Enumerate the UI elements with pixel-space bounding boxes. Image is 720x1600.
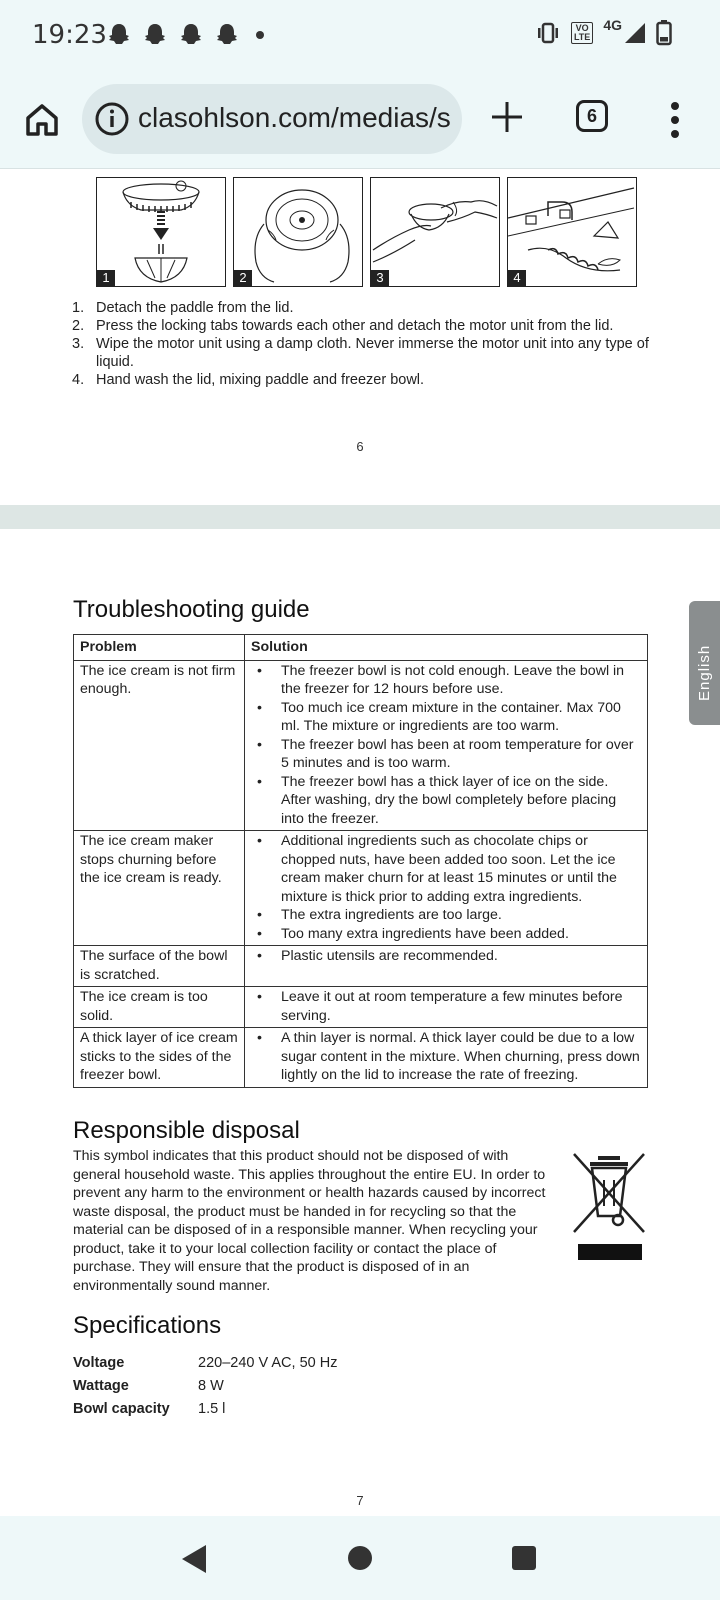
figure-hand-wash	[507, 177, 637, 287]
table-row	[74, 946, 648, 987]
specifications-list	[73, 1352, 337, 1421]
spec-row: Voltage 220–240 V AC, 50 Hz	[73, 1355, 338, 1371]
troubleshooting-table	[73, 634, 648, 1088]
column-header: Problem	[74, 635, 245, 661]
snapchat-icon	[106, 22, 132, 48]
status-icons	[535, 17, 672, 46]
problem-cell: The ice cream is too solid.	[74, 987, 245, 1028]
language-tab: English	[689, 601, 720, 725]
solution-cell	[245, 987, 648, 1028]
figure-detach-motor	[233, 177, 363, 287]
problem-cell: The ice cream maker stops churning before the ice cream is ready.	[74, 831, 245, 946]
list-item: • A thin layer is normal. A thick layer could be due to a low sugar content in the mixture. When churning, press down lightly on the lid to increase the rate of freezing.	[251, 1029, 641, 1085]
figure-number: 3	[371, 270, 389, 286]
more-options-icon[interactable]	[670, 100, 680, 140]
snapchat-icon	[142, 22, 168, 48]
status-time: 19:23	[32, 20, 107, 50]
table-header-row	[74, 635, 648, 661]
crossed-out-wheelie-bin-icon	[570, 1150, 648, 1265]
snapchat-icon	[178, 22, 204, 48]
table-row	[74, 660, 648, 831]
problem-cell: A thick layer of ice cream sticks to the sides of the freezer bowl.	[74, 1028, 245, 1088]
figure-detach-paddle	[96, 177, 226, 287]
solution-cell	[245, 1028, 648, 1088]
list-item: • Too many extra ingredients have been added.	[251, 925, 641, 944]
cleaning-figures	[96, 177, 637, 287]
disposal-text: This symbol indicates that this product should not be disposed of with general household waste. This applies throughout the entire EU. In order to prevent any harm to the environment or health hazards caused by incorrect waste disposal, the product must be handed in for recycling so that the material can be disposed of in a responsible manner. When recycling your product, take it to your local collection facility or contact the place of purchase. They will ensure that the product is disposed of in an environmentally sound manner.	[73, 1148, 546, 1294]
page-number: 6	[356, 439, 364, 454]
home-button-icon[interactable]	[348, 1546, 372, 1570]
specifications-heading: Specifications	[73, 1312, 222, 1339]
solution-cell	[245, 660, 648, 831]
info-icon[interactable]	[94, 101, 130, 137]
battery-icon	[656, 20, 672, 46]
list-item: • The extra ingredients are too large.	[251, 906, 641, 925]
figure-number: 1	[97, 270, 115, 286]
spec-row: Wattage 8 W	[73, 1378, 224, 1394]
solution-cell	[245, 946, 648, 987]
list-item: 2. Press the locking tabs towards each other and detach the motor unit from the lid.	[72, 318, 614, 334]
new-tab-icon[interactable]	[488, 98, 526, 136]
browser-toolbar	[0, 74, 720, 169]
volte-icon: VO LTE	[571, 22, 593, 44]
status-bar	[0, 0, 720, 74]
spec-row: Bowl capacity 1.5 l	[73, 1401, 226, 1417]
disposal-heading: Responsible disposal	[73, 1117, 300, 1144]
list-item: • The freezer bowl has a thick layer of ice on the side. After washing, dry the bowl completely before placing into the freezer.	[251, 773, 641, 829]
vibrate-icon	[535, 22, 561, 44]
notification-icons	[106, 22, 264, 48]
list-item: • The freezer bowl has been at room temperature for over 5 minutes and is too warm.	[251, 736, 641, 773]
figure-number: 4	[508, 270, 526, 286]
more-notifications-dot	[256, 31, 264, 39]
list-item: 4. Hand wash the lid, mixing paddle and freezer bowl.	[72, 372, 425, 388]
list-item: • Leave it out at room temperature a few minutes before serving.	[251, 988, 641, 1025]
list-item: 1. Detach the paddle from the lid.	[72, 300, 294, 316]
list-item: 3. Wipe the motor unit using a damp cloth. Never immerse the motor unit into any type of liquid.	[72, 336, 649, 370]
table-row	[74, 987, 648, 1028]
url-text[interactable]: clasohlson.com/medias/s	[138, 102, 451, 133]
signal-icon	[624, 22, 646, 44]
page-number: 7	[356, 1493, 364, 1508]
troubleshooting-heading: Troubleshooting guide	[73, 596, 310, 623]
solution-cell	[245, 831, 648, 946]
list-item: • Plastic utensils are recommended.	[251, 947, 641, 966]
back-icon[interactable]	[180, 1544, 208, 1574]
list-item: • Too much ice cream mixture in the container. Max 700 ml. The mixture or ingredients are too warm.	[251, 699, 641, 736]
recents-icon[interactable]	[512, 1546, 536, 1570]
problem-cell: The surface of the bowl is scratched.	[74, 946, 245, 987]
figure-number: 2	[234, 270, 252, 286]
address-bar[interactable]	[82, 84, 462, 154]
table-row	[74, 831, 648, 946]
table-row	[74, 1028, 648, 1088]
tab-switcher-button[interactable]: 6	[576, 100, 608, 132]
snapchat-icon	[214, 22, 240, 48]
document-page-6	[0, 169, 720, 505]
page-separator	[0, 505, 720, 529]
list-item: • Additional ingredients such as chocolate chips or chopped nuts, have been added too soon. Let the ice cream maker churn for at least 15 minutes or until the mixture is thick prior to adding extra ingredients.	[251, 832, 641, 906]
system-navigation-bar	[0, 1516, 720, 1600]
problem-cell: The ice cream is not firm enough.	[74, 660, 245, 831]
home-icon[interactable]	[22, 100, 62, 140]
column-header: Solution	[245, 635, 648, 661]
network-type: 4G	[603, 17, 622, 33]
list-item: • The freezer bowl is not cold enough. Leave the bowl in the freezer for 12 hours before use.	[251, 662, 641, 699]
figure-wipe-motor	[370, 177, 500, 287]
cleaning-steps-list	[72, 299, 652, 389]
